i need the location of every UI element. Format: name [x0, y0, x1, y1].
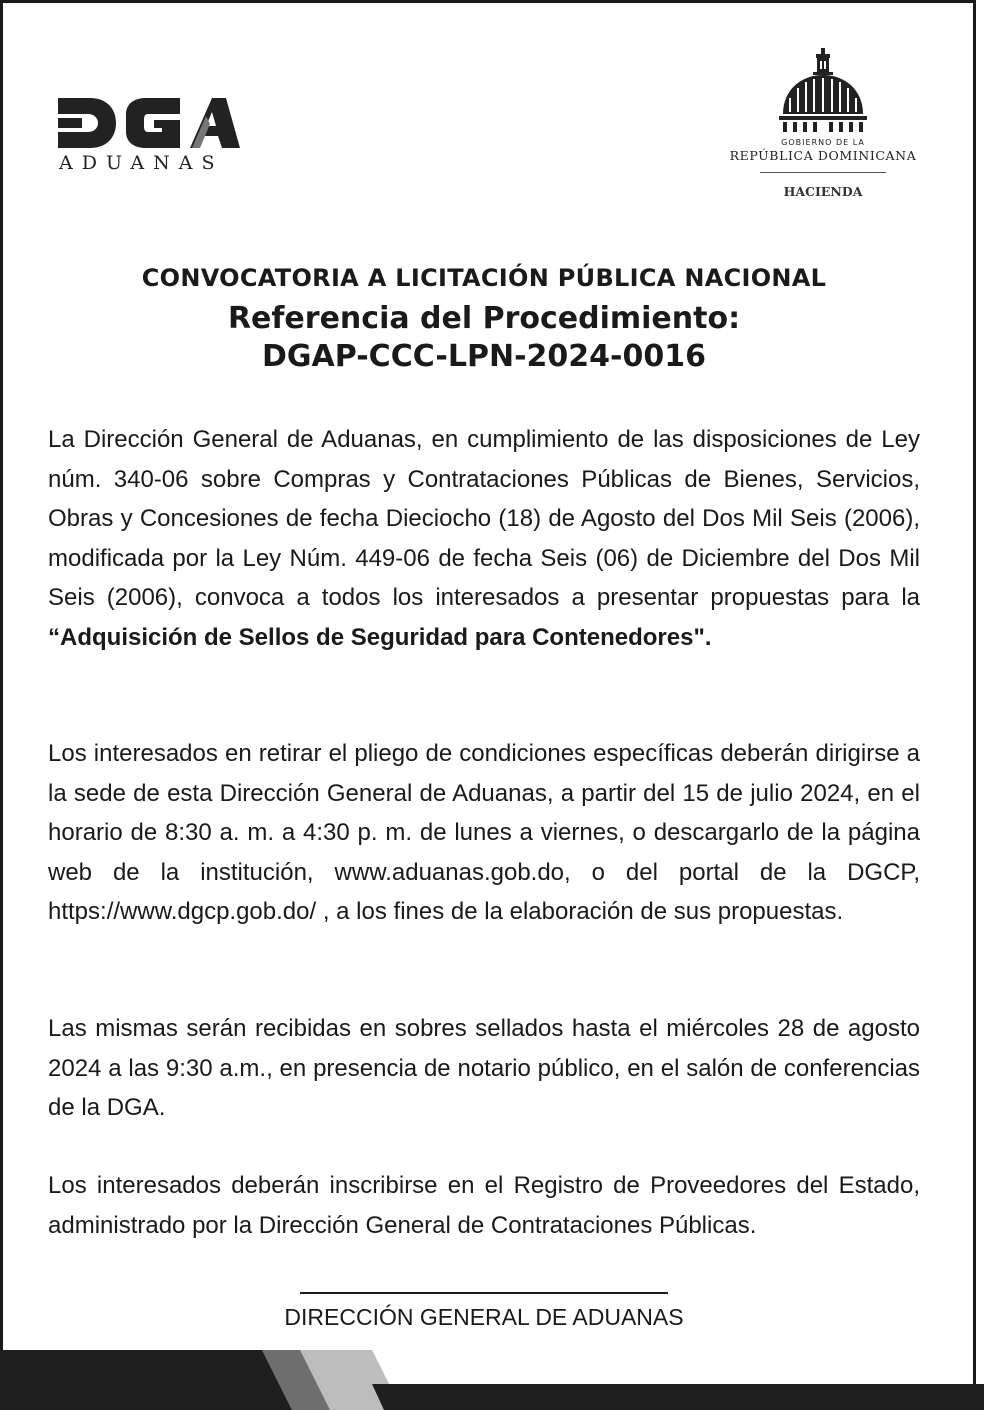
- dga-logo-mark: [56, 96, 242, 152]
- paragraph-intro-text: La Dirección General de Aduanas, en cumplimiento de las disposiciones de Ley núm. 340-06 sobre Compras y Contrataciones Públicas de Bienes, Servicios, Obras y Concesiones de fecha Dieciocho (18) de Agosto del Dos Mil Seis (2006), modificada por la Ley Núm. 449-06 de fecha Seis (06) de Diciembre del Dos Mil Seis (2006), convoca a todos los interesados a presentar propuestas para la: [48, 426, 920, 611]
- paragraph-intro: [48, 420, 920, 657]
- hacienda-label: HACIENDA: [783, 184, 863, 199]
- footer-band: [0, 1350, 984, 1410]
- republica-label: REPÚBLICA DOMINICANA: [729, 148, 917, 163]
- procurement-title: “Adquisición de Sellos de Seguridad para Contenedores".: [48, 623, 712, 651]
- signature-name: DIRECCIÓN GENERAL DE ADUANAS: [284, 1304, 684, 1330]
- paragraph-registro: Los interesados deberán inscribirse en el Registro de Proveedores del Estado, administrado por la Dirección General de Contrataciones Públicas.: [48, 1172, 920, 1239]
- dome-icon: [779, 48, 867, 134]
- footer-band-dark-left: [0, 1350, 292, 1410]
- dga-logo-subtitle: ADUANAS: [59, 152, 224, 174]
- reference-label: Referencia del Procedimiento:: [227, 301, 741, 336]
- paragraph-pliego: Los interesados en retirar el pliego de condiciones específicas deberán dirigirse a la sede de esta Dirección General de Aduanas, a partir del 15 de julio 2024, en el horario de 8:30 a. m. a 4:30 p. m. de lunes a viernes, o descargarlo de la página web de la institución, www.aduanas.gob.do, o del portal de la DGCP, https://www.dgcp.gob.do/ , a los fines de la elaboración de sus propuestas.: [48, 740, 920, 925]
- logo-divider: [760, 172, 886, 173]
- gobierno-logo: [720, 48, 926, 208]
- signature-line: [300, 1292, 668, 1294]
- paragraph-recepcion: Las mismas serán recibidas en sobres sellados hasta el miércoles 28 de agosto 2024 a las 9:30 a.m., en presencia de notario público, en el salón de conferencias de la DGA.: [48, 1015, 920, 1121]
- reference-block: [48, 300, 920, 376]
- footer-band-dark-right: [372, 1384, 984, 1410]
- page-title: CONVOCATORIA A LICITACIÓN PÚBLICA NACIONAL: [141, 264, 827, 292]
- gobierno-label: GOBIERNO DE LA: [781, 138, 865, 147]
- dga-logo: [56, 96, 246, 176]
- reference-code: DGAP-CCC-LPN-2024-0016: [262, 339, 706, 374]
